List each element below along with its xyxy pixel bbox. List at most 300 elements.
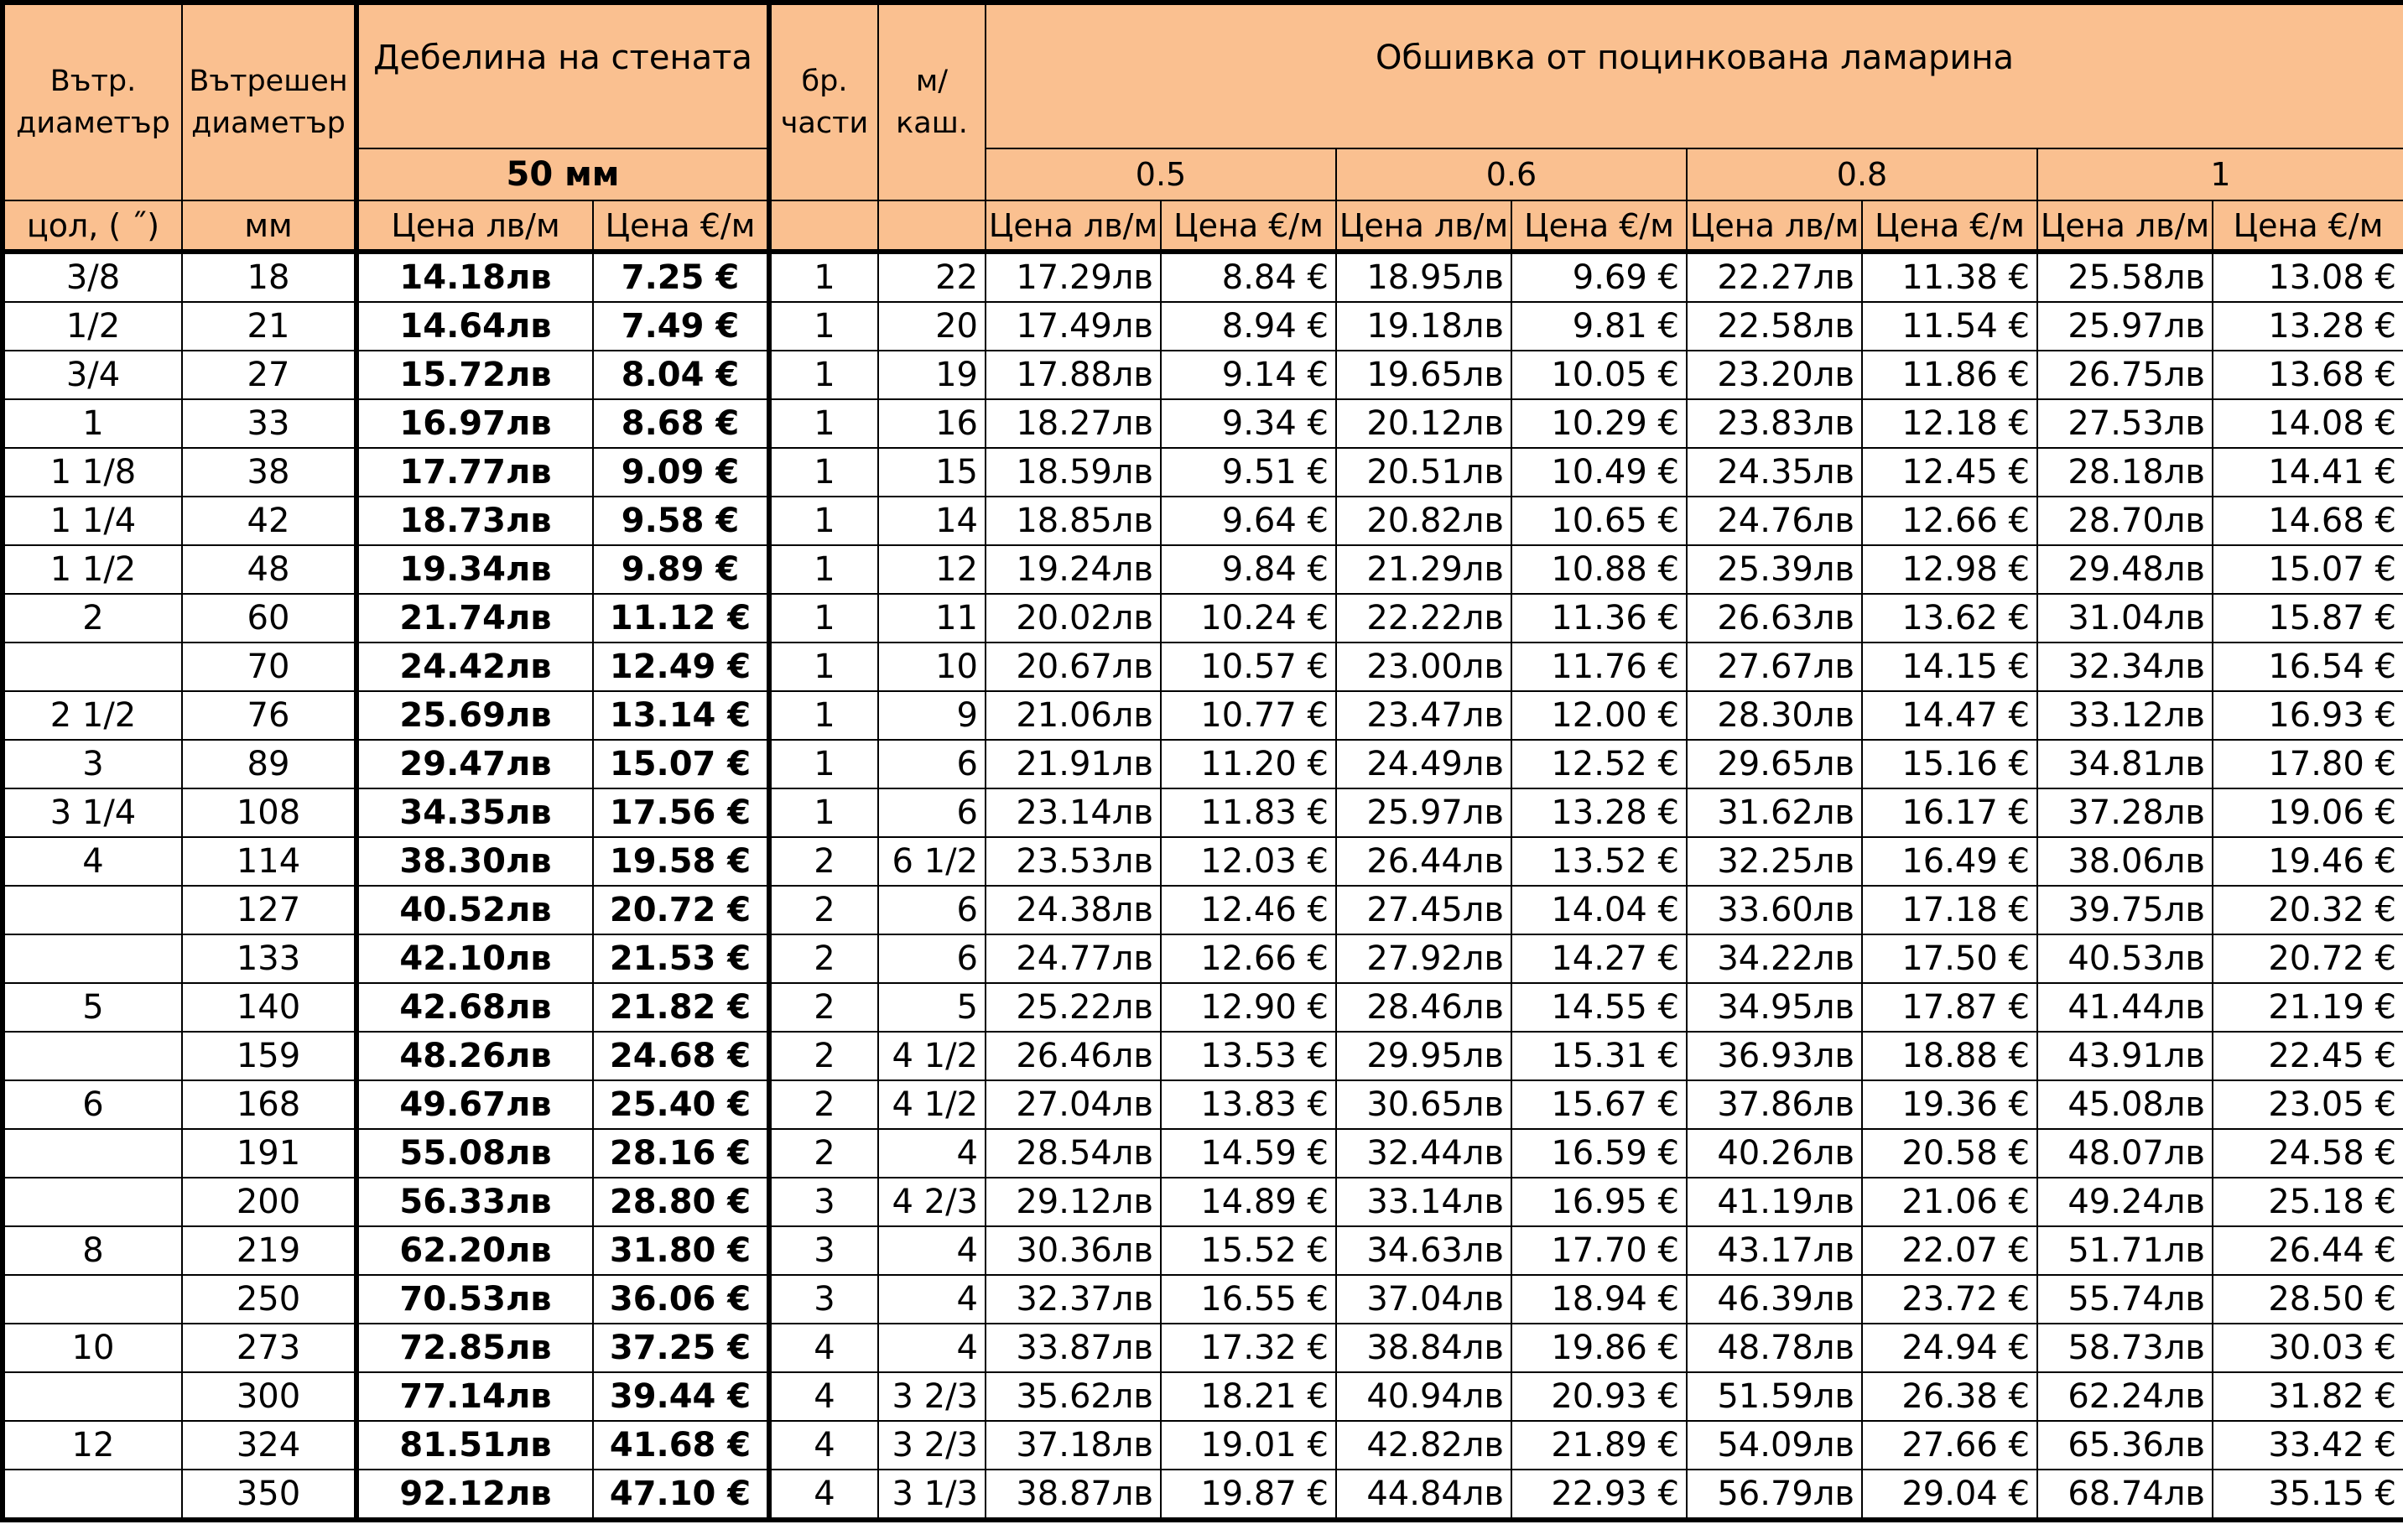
header-gauge-0-6: 0.6 (1336, 148, 1687, 200)
cell-price-eur-1: 23.05 € (2213, 1080, 2403, 1129)
cell-price-bgn-1: 27.53лв (2037, 399, 2213, 448)
cell-price-eur-0-8: 21.06 € (1862, 1178, 2037, 1226)
cell-price-bgn-1: 58.73лв (2037, 1324, 2213, 1372)
cell-price-eur-0-6: 11.36 € (1511, 594, 1687, 643)
header-price-bgn-0-6: Цена лв/м (1336, 200, 1511, 252)
cell-meters-per-box: 9 (878, 691, 986, 740)
table-row (3, 448, 2403, 497)
cell-price-eur-0-6: 12.52 € (1511, 740, 1687, 788)
cell-price-bgn-50mm: 15.72лв (356, 351, 593, 399)
cell-price-eur-0-5: 10.57 € (1161, 643, 1336, 691)
cell-pieces: 4 (769, 1421, 878, 1470)
table-row (3, 1080, 2403, 1129)
cell-price-eur-0-6: 14.55 € (1511, 983, 1687, 1032)
cell-meters-per-box: 6 1/2 (878, 837, 986, 886)
cell-price-bgn-50mm: 40.52лв (356, 886, 593, 934)
cell-pieces: 4 (769, 1372, 878, 1421)
cell-price-eur-1: 22.45 € (2213, 1032, 2403, 1080)
cell-inner-diameter-mm: 140 (182, 983, 356, 1032)
cell-price-eur-50mm: 9.09 € (593, 448, 769, 497)
cell-price-bgn-0-6: 29.95лв (1336, 1032, 1511, 1080)
table-row (3, 1470, 2403, 1520)
cell-price-bgn-50mm: 24.42лв (356, 643, 593, 691)
cell-inner-diameter-in (3, 1178, 182, 1226)
cell-price-eur-0-8: 26.38 € (1862, 1372, 2037, 1421)
cell-meters-per-box: 4 1/2 (878, 1080, 986, 1129)
cell-price-eur-50mm: 36.06 € (593, 1275, 769, 1324)
cell-price-bgn-50mm: 34.35лв (356, 788, 593, 837)
cell-price-eur-0-5: 16.55 € (1161, 1275, 1336, 1324)
cell-inner-diameter-mm: 200 (182, 1178, 356, 1226)
cell-price-bgn-50mm: 18.73лв (356, 497, 593, 545)
cell-price-bgn-1: 28.18лв (2037, 448, 2213, 497)
cell-price-eur-0-6: 13.28 € (1511, 788, 1687, 837)
cell-price-bgn-0-5: 23.14лв (986, 788, 1161, 837)
header-price-eur-1: Цена €/м (2213, 200, 2403, 252)
cell-meters-per-box: 20 (878, 302, 986, 351)
cell-price-bgn-0-5: 24.38лв (986, 886, 1161, 934)
cell-price-eur-1: 13.28 € (2213, 302, 2403, 351)
cell-price-bgn-1: 43.91лв (2037, 1032, 2213, 1080)
cell-price-bgn-0-8: 40.26лв (1687, 1129, 1862, 1178)
cell-price-bgn-0-8: 56.79лв (1687, 1470, 1862, 1520)
cell-meters-per-box: 15 (878, 448, 986, 497)
cell-price-eur-50mm: 31.80 € (593, 1226, 769, 1275)
cell-price-bgn-0-6: 24.49лв (1336, 740, 1511, 788)
cell-price-eur-1: 20.72 € (2213, 934, 2403, 983)
cell-price-eur-1: 21.19 € (2213, 983, 2403, 1032)
table-row (3, 399, 2403, 448)
header-box-unit (878, 200, 986, 252)
cell-inner-diameter-mm: 76 (182, 691, 356, 740)
cell-price-eur-1: 20.32 € (2213, 886, 2403, 934)
cell-price-bgn-1: 51.71лв (2037, 1226, 2213, 1275)
cell-price-eur-50mm: 8.68 € (593, 399, 769, 448)
cell-price-bgn-0-6: 28.46лв (1336, 983, 1511, 1032)
cell-inner-diameter-mm: 168 (182, 1080, 356, 1129)
cell-price-eur-0-8: 23.72 € (1862, 1275, 2037, 1324)
cell-price-bgn-0-8: 31.62лв (1687, 788, 1862, 837)
header-row-1 (3, 3, 2403, 148)
cell-inner-diameter-mm: 250 (182, 1275, 356, 1324)
cell-price-eur-0-6: 9.81 € (1511, 302, 1687, 351)
cell-price-eur-0-5: 13.53 € (1161, 1032, 1336, 1080)
cell-price-bgn-0-8: 28.30лв (1687, 691, 1862, 740)
cell-price-eur-0-6: 10.88 € (1511, 545, 1687, 594)
cell-price-bgn-0-8: 24.76лв (1687, 497, 1862, 545)
cell-price-eur-0-8: 11.86 € (1862, 351, 2037, 399)
table-row (3, 302, 2403, 351)
cell-price-eur-1: 33.42 € (2213, 1421, 2403, 1470)
table-row (3, 643, 2403, 691)
cell-pieces: 1 (769, 351, 878, 399)
cell-price-eur-50mm: 12.49 € (593, 643, 769, 691)
cell-inner-diameter-in: 1/2 (3, 302, 182, 351)
cell-price-eur-1: 31.82 € (2213, 1372, 2403, 1421)
cell-price-eur-50mm: 47.10 € (593, 1470, 769, 1520)
cell-meters-per-box: 6 (878, 934, 986, 983)
cell-price-bgn-1: 31.04лв (2037, 594, 2213, 643)
cell-price-eur-0-5: 19.87 € (1161, 1470, 1336, 1520)
cell-price-eur-0-6: 15.67 € (1511, 1080, 1687, 1129)
cell-meters-per-box: 4 (878, 1324, 986, 1372)
cell-price-bgn-1: 32.34лв (2037, 643, 2213, 691)
cell-price-bgn-0-8: 37.86лв (1687, 1080, 1862, 1129)
cell-price-bgn-0-6: 19.65лв (1336, 351, 1511, 399)
header-gauge-0-5: 0.5 (986, 148, 1336, 200)
header-unit-mm: мм (182, 200, 356, 252)
cell-price-eur-0-5: 11.20 € (1161, 740, 1336, 788)
cell-price-eur-0-6: 9.69 € (1511, 252, 1687, 302)
cell-inner-diameter-mm: 27 (182, 351, 356, 399)
cell-price-eur-50mm: 41.68 € (593, 1421, 769, 1470)
cell-price-eur-0-6: 10.29 € (1511, 399, 1687, 448)
table-row (3, 1421, 2403, 1470)
cell-price-bgn-0-8: 51.59лв (1687, 1372, 1862, 1421)
cell-price-bgn-0-5: 30.36лв (986, 1226, 1161, 1275)
header-gauge-1: 1 (2037, 148, 2403, 200)
cell-price-eur-0-5: 11.83 € (1161, 788, 1336, 837)
cell-price-eur-0-8: 12.66 € (1862, 497, 2037, 545)
cell-price-bgn-0-6: 40.94лв (1336, 1372, 1511, 1421)
cell-price-eur-50mm: 9.58 € (593, 497, 769, 545)
cell-price-eur-0-8: 11.38 € (1862, 252, 2037, 302)
cell-price-eur-1: 30.03 € (2213, 1324, 2403, 1372)
cell-inner-diameter-mm: 70 (182, 643, 356, 691)
cell-price-eur-50mm: 21.82 € (593, 983, 769, 1032)
cell-price-bgn-0-6: 34.63лв (1336, 1226, 1511, 1275)
cell-meters-per-box: 3 2/3 (878, 1372, 986, 1421)
cell-price-eur-1: 15.07 € (2213, 545, 2403, 594)
cell-price-bgn-50mm: 29.47лв (356, 740, 593, 788)
cell-price-eur-0-6: 22.93 € (1511, 1470, 1687, 1520)
header-gauge-0-8: 0.8 (1687, 148, 2037, 200)
cell-meters-per-box: 19 (878, 351, 986, 399)
cell-price-eur-0-5: 19.01 € (1161, 1421, 1336, 1470)
cell-meters-per-box: 6 (878, 740, 986, 788)
cell-price-eur-50mm: 20.72 € (593, 886, 769, 934)
cell-price-bgn-1: 34.81лв (2037, 740, 2213, 788)
table-row (3, 740, 2403, 788)
table-row (3, 1372, 2403, 1421)
cell-price-eur-0-6: 13.52 € (1511, 837, 1687, 886)
table-row (3, 886, 2403, 934)
cell-price-eur-50mm: 15.07 € (593, 740, 769, 788)
cell-price-bgn-0-5: 24.77лв (986, 934, 1161, 983)
cell-price-eur-50mm: 25.40 € (593, 1080, 769, 1129)
cell-pieces: 1 (769, 252, 878, 302)
cell-price-bgn-1: 62.24лв (2037, 1372, 2213, 1421)
cell-inner-diameter-mm: 89 (182, 740, 356, 788)
header-price-eur-0-5: Цена €/м (1161, 200, 1336, 252)
cell-price-eur-0-8: 16.17 € (1862, 788, 2037, 837)
cell-price-eur-0-8: 29.04 € (1862, 1470, 2037, 1520)
cell-price-eur-50mm: 7.25 € (593, 252, 769, 302)
cell-price-eur-0-6: 11.76 € (1511, 643, 1687, 691)
cell-inner-diameter-in: 1 1/4 (3, 497, 182, 545)
cell-price-eur-0-8: 12.45 € (1862, 448, 2037, 497)
cell-price-bgn-50mm: 56.33лв (356, 1178, 593, 1226)
header-pieces: бр. части (769, 3, 878, 200)
cell-price-eur-0-5: 14.89 € (1161, 1178, 1336, 1226)
cell-pieces: 3 (769, 1226, 878, 1275)
cell-meters-per-box: 22 (878, 252, 986, 302)
cell-pieces: 1 (769, 740, 878, 788)
cell-inner-diameter-in: 12 (3, 1421, 182, 1470)
cell-price-bgn-0-6: 19.18лв (1336, 302, 1511, 351)
cell-inner-diameter-in (3, 643, 182, 691)
cell-price-bgn-0-6: 23.00лв (1336, 643, 1511, 691)
table-row (3, 1275, 2403, 1324)
cell-price-bgn-0-5: 18.27лв (986, 399, 1161, 448)
cell-price-eur-1: 17.80 € (2213, 740, 2403, 788)
cell-price-eur-0-6: 17.70 € (1511, 1226, 1687, 1275)
cell-price-bgn-0-5: 25.22лв (986, 983, 1161, 1032)
cell-price-eur-0-6: 15.31 € (1511, 1032, 1687, 1080)
cell-price-eur-0-6: 10.05 € (1511, 351, 1687, 399)
cell-price-bgn-0-5: 21.91лв (986, 740, 1161, 788)
cell-price-eur-1: 15.87 € (2213, 594, 2403, 643)
cell-price-eur-0-8: 18.88 € (1862, 1032, 2037, 1080)
cell-price-eur-1: 13.68 € (2213, 351, 2403, 399)
cell-price-bgn-50mm: 38.30лв (356, 837, 593, 886)
cell-price-eur-1: 16.93 € (2213, 691, 2403, 740)
cell-price-bgn-0-6: 27.92лв (1336, 934, 1511, 983)
cell-price-bgn-0-8: 26.63лв (1687, 594, 1862, 643)
table-row (3, 837, 2403, 886)
cell-price-bgn-1: 28.70лв (2037, 497, 2213, 545)
cell-price-eur-50mm: 9.89 € (593, 545, 769, 594)
cell-price-bgn-0-5: 17.29лв (986, 252, 1161, 302)
header-price-eur: Цена €/м (593, 200, 769, 252)
cell-meters-per-box: 14 (878, 497, 986, 545)
cell-price-bgn-1: 29.48лв (2037, 545, 2213, 594)
header-price-bgn-0-8: Цена лв/м (1687, 200, 1862, 252)
cell-price-eur-50mm: 19.58 € (593, 837, 769, 886)
cell-pieces: 1 (769, 643, 878, 691)
cell-price-bgn-0-5: 35.62лв (986, 1372, 1161, 1421)
cell-price-bgn-0-5: 18.59лв (986, 448, 1161, 497)
cell-pieces: 1 (769, 788, 878, 837)
cell-price-bgn-50mm: 92.12лв (356, 1470, 593, 1520)
cell-price-bgn-0-8: 23.20лв (1687, 351, 1862, 399)
cell-price-bgn-0-8: 23.83лв (1687, 399, 1862, 448)
cell-price-eur-1: 24.58 € (2213, 1129, 2403, 1178)
cell-inner-diameter-in: 3 (3, 740, 182, 788)
cell-inner-diameter-mm: 159 (182, 1032, 356, 1080)
cell-price-eur-0-6: 14.04 € (1511, 886, 1687, 934)
cell-price-eur-0-6: 16.95 € (1511, 1178, 1687, 1226)
cell-price-eur-50mm: 37.25 € (593, 1324, 769, 1372)
cell-price-eur-50mm: 11.12 € (593, 594, 769, 643)
cell-price-eur-0-5: 15.52 € (1161, 1226, 1336, 1275)
cell-price-bgn-1: 25.58лв (2037, 252, 2213, 302)
header-cladding: Обшивка от поцинкована ламарина (986, 3, 2403, 148)
cell-pieces: 1 (769, 302, 878, 351)
cell-pieces: 1 (769, 399, 878, 448)
header-price-bgn-0-5: Цена лв/м (986, 200, 1161, 252)
cell-price-bgn-0-6: 38.84лв (1336, 1324, 1511, 1372)
cell-pieces: 3 (769, 1178, 878, 1226)
cell-price-eur-0-6: 20.93 € (1511, 1372, 1687, 1421)
header-price-bgn: Цена лв/м (356, 200, 593, 252)
cell-price-bgn-0-5: 32.37лв (986, 1275, 1161, 1324)
cell-pieces: 2 (769, 983, 878, 1032)
cell-price-eur-1: 26.44 € (2213, 1226, 2403, 1275)
cell-price-eur-50mm: 28.80 € (593, 1178, 769, 1226)
cell-price-eur-50mm: 17.56 € (593, 788, 769, 837)
cell-price-eur-50mm: 28.16 € (593, 1129, 769, 1178)
cell-price-bgn-0-6: 18.95лв (1336, 252, 1511, 302)
cell-inner-diameter-in: 5 (3, 983, 182, 1032)
cell-price-eur-1: 28.50 € (2213, 1275, 2403, 1324)
cell-price-bgn-0-5: 23.53лв (986, 837, 1161, 886)
cell-inner-diameter-in (3, 1032, 182, 1080)
cell-price-bgn-1: 26.75лв (2037, 351, 2213, 399)
cell-inner-diameter-in: 1 (3, 399, 182, 448)
cell-price-bgn-50mm: 81.51лв (356, 1421, 593, 1470)
cell-price-eur-0-6: 21.89 € (1511, 1421, 1687, 1470)
cell-price-bgn-1: 37.28лв (2037, 788, 2213, 837)
cell-pieces: 1 (769, 691, 878, 740)
cell-price-bgn-50mm: 21.74лв (356, 594, 593, 643)
cell-price-eur-50mm: 7.49 € (593, 302, 769, 351)
cell-price-eur-0-5: 10.77 € (1161, 691, 1336, 740)
table-row (3, 594, 2403, 643)
cell-meters-per-box: 16 (878, 399, 986, 448)
cell-price-eur-0-5: 9.84 € (1161, 545, 1336, 594)
cell-inner-diameter-mm: 48 (182, 545, 356, 594)
table-row (3, 351, 2403, 399)
cell-price-eur-1: 16.54 € (2213, 643, 2403, 691)
cell-price-bgn-0-8: 25.39лв (1687, 545, 1862, 594)
cell-price-bgn-0-6: 27.45лв (1336, 886, 1511, 934)
cell-inner-diameter-mm: 350 (182, 1470, 356, 1520)
cell-price-eur-0-8: 16.49 € (1862, 837, 2037, 886)
table-row (3, 497, 2403, 545)
table-row (3, 1129, 2403, 1178)
cell-price-bgn-1: 41.44лв (2037, 983, 2213, 1032)
cell-price-bgn-50mm: 62.20лв (356, 1226, 593, 1275)
cell-price-bgn-1: 68.74лв (2037, 1470, 2213, 1520)
cell-price-eur-0-8: 12.18 € (1862, 399, 2037, 448)
cell-price-bgn-0-5: 38.87лв (986, 1470, 1161, 1520)
cell-inner-diameter-mm: 127 (182, 886, 356, 934)
cell-inner-diameter-mm: 114 (182, 837, 356, 886)
cell-price-bgn-50mm: 55.08лв (356, 1129, 593, 1178)
cell-price-bgn-0-8: 27.67лв (1687, 643, 1862, 691)
table-row (3, 934, 2403, 983)
cell-inner-diameter-in (3, 1470, 182, 1520)
cell-inner-diameter-mm: 324 (182, 1421, 356, 1470)
cell-price-bgn-50mm: 42.10лв (356, 934, 593, 983)
cell-price-eur-0-8: 13.62 € (1862, 594, 2037, 643)
cell-pieces: 1 (769, 497, 878, 545)
cell-price-eur-0-8: 17.18 € (1862, 886, 2037, 934)
cell-price-bgn-0-5: 33.87лв (986, 1324, 1161, 1372)
cell-price-bgn-0-6: 30.65лв (1336, 1080, 1511, 1129)
header-wall-thickness-value: 50 мм (356, 148, 769, 200)
cell-price-eur-1: 25.18 € (2213, 1178, 2403, 1226)
cell-price-bgn-0-6: 20.51лв (1336, 448, 1511, 497)
cell-inner-diameter-in: 3 1/4 (3, 788, 182, 837)
cell-price-bgn-0-8: 48.78лв (1687, 1324, 1862, 1372)
table-row (3, 1324, 2403, 1372)
cell-price-bgn-0-5: 20.67лв (986, 643, 1161, 691)
cell-inner-diameter-mm: 38 (182, 448, 356, 497)
cell-inner-diameter-in: 2 (3, 594, 182, 643)
cell-inner-diameter-in (3, 886, 182, 934)
cell-pieces: 3 (769, 1275, 878, 1324)
cell-price-bgn-50mm: 16.97лв (356, 399, 593, 448)
cell-inner-diameter-in (3, 1275, 182, 1324)
cell-inner-diameter-in: 2 1/2 (3, 691, 182, 740)
table-row (3, 252, 2403, 302)
cell-price-bgn-0-8: 46.39лв (1687, 1275, 1862, 1324)
cell-price-bgn-50mm: 14.18лв (356, 252, 593, 302)
table-row (3, 1032, 2403, 1080)
cell-pieces: 2 (769, 837, 878, 886)
cell-inner-diameter-mm: 133 (182, 934, 356, 983)
cell-meters-per-box: 6 (878, 788, 986, 837)
cell-price-eur-0-8: 27.66 € (1862, 1421, 2037, 1470)
cell-price-eur-0-5: 9.14 € (1161, 351, 1336, 399)
cell-price-bgn-50mm: 77.14лв (356, 1372, 593, 1421)
cell-price-bgn-1: 39.75лв (2037, 886, 2213, 934)
cell-inner-diameter-in (3, 1129, 182, 1178)
cell-price-eur-50mm: 39.44 € (593, 1372, 769, 1421)
cell-price-bgn-0-5: 27.04лв (986, 1080, 1161, 1129)
cell-price-bgn-1: 38.06лв (2037, 837, 2213, 886)
cell-meters-per-box: 4 (878, 1275, 986, 1324)
cell-price-bgn-0-6: 22.22лв (1336, 594, 1511, 643)
table-row (3, 1226, 2403, 1275)
header-pieces-unit (769, 200, 878, 252)
cell-pieces: 2 (769, 1080, 878, 1129)
cell-price-bgn-1: 48.07лв (2037, 1129, 2213, 1178)
cell-price-bgn-0-6: 42.82лв (1336, 1421, 1511, 1470)
cell-meters-per-box: 12 (878, 545, 986, 594)
header-row-3 (3, 200, 2403, 252)
cell-price-bgn-0-5: 19.24лв (986, 545, 1161, 594)
cell-price-eur-50mm: 21.53 € (593, 934, 769, 983)
cell-meters-per-box: 4 2/3 (878, 1178, 986, 1226)
cell-inner-diameter-in (3, 1372, 182, 1421)
cell-inner-diameter-in: 10 (3, 1324, 182, 1372)
cell-inner-diameter-in: 8 (3, 1226, 182, 1275)
cell-pieces: 4 (769, 1324, 878, 1372)
cell-price-eur-1: 14.41 € (2213, 448, 2403, 497)
cell-price-bgn-0-8: 33.60лв (1687, 886, 1862, 934)
cell-price-eur-0-5: 8.94 € (1161, 302, 1336, 351)
cell-price-eur-0-5: 12.03 € (1161, 837, 1336, 886)
cell-price-eur-0-6: 10.65 € (1511, 497, 1687, 545)
cell-price-bgn-0-8: 22.27лв (1687, 252, 1862, 302)
cell-price-bgn-0-5: 28.54лв (986, 1129, 1161, 1178)
header-inner-diameter-in: Вътр. диаметър (3, 3, 182, 200)
table-row (3, 1178, 2403, 1226)
cell-price-bgn-0-8: 29.65лв (1687, 740, 1862, 788)
cell-inner-diameter-mm: 191 (182, 1129, 356, 1178)
cell-price-bgn-50mm: 42.68лв (356, 983, 593, 1032)
cell-price-eur-50mm: 13.14 € (593, 691, 769, 740)
cell-price-bgn-50mm: 14.64лв (356, 302, 593, 351)
cell-price-eur-0-5: 12.46 € (1161, 886, 1336, 934)
cell-price-bgn-0-5: 21.06лв (986, 691, 1161, 740)
cell-price-bgn-0-8: 34.22лв (1687, 934, 1862, 983)
cell-inner-diameter-in: 6 (3, 1080, 182, 1129)
cell-price-eur-0-5: 9.34 € (1161, 399, 1336, 448)
